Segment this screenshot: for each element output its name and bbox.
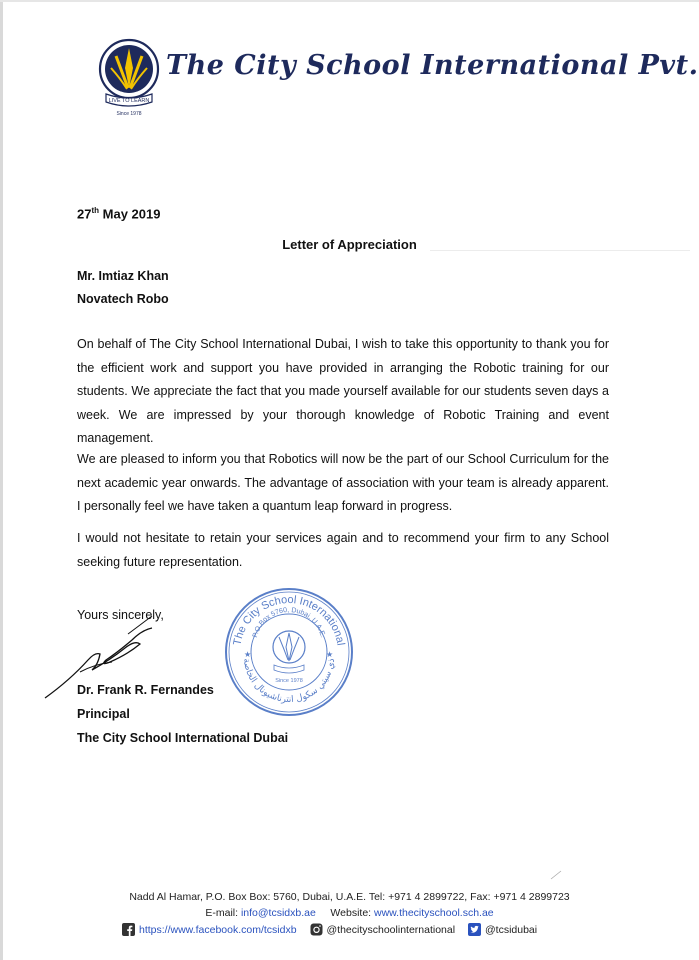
letter-date	[77, 206, 160, 221]
paragraph-1: On behalf of The City School International Dubai, I wish to take this opportunity to thank you for the efficient work and support you have provided in arranging the Robotic training for our students. We appreciate the fact that you made yourself available for our students seven days a week. We are impressed by your thorough knowledge of Robotic Training and event management.	[77, 337, 609, 445]
page-edge-top	[0, 0, 699, 2]
date-month-year: May 2019	[99, 206, 161, 222]
instagram-handle: @thecityschoolinternational	[326, 923, 456, 936]
date-suffix: th	[91, 206, 100, 215]
school-stamp	[222, 585, 356, 719]
instagram-link[interactable]	[310, 923, 456, 936]
signatory-organization: The City School International Dubai	[77, 731, 289, 745]
logo-since: Since 1978	[116, 111, 142, 117]
twitter-link[interactable]	[468, 923, 537, 936]
stamp-inner-text: P.O.Box 5760, Dubai, U.A.E.	[251, 606, 327, 639]
footer-address: Nadd Al Hamar, P.O. Box Box: 5760, Dubai, U.A.E. Tel: +971 4 2899722, Fax: +971 4 2899723	[129, 891, 570, 903]
stamp-star-right: ★	[326, 650, 334, 659]
letter-heading: Letter of Appreciation	[282, 237, 417, 252]
instagram-icon	[310, 923, 323, 936]
signatory-title: Principal	[77, 707, 130, 721]
closing: Yours sincerely,	[77, 608, 164, 622]
facebook-url: https://www.facebook.com/tcsidxb	[139, 923, 297, 936]
footer-contact	[0, 907, 699, 919]
email-label: E-mail:	[205, 907, 241, 919]
website-label: Website:	[330, 907, 374, 919]
facebook-link[interactable]	[122, 923, 297, 936]
school-name: The City School International Pvt.	[166, 50, 699, 81]
footer-social	[122, 923, 547, 939]
stamp-outer-text: The City School International	[231, 593, 347, 647]
date-day: 27	[77, 206, 92, 222]
twitter-handle: @tcsidubai	[485, 923, 538, 936]
website-link[interactable]: www.thecityschool.sch.ae	[374, 907, 494, 919]
recipient-name: Mr. Imtiaz Khan	[77, 269, 169, 283]
paragraph-2: We are pleased to inform you that Robotics will now be the part of our School Curriculum for the next academic year onwards. The advantage of association with your team is already apparent. I personally feel we have taken a quantum leap forward in progress.	[77, 452, 609, 513]
paper-mark	[550, 870, 562, 880]
school-crest-icon	[98, 38, 160, 120]
twitter-icon	[468, 923, 481, 936]
stamp-since: Since 1978	[275, 678, 303, 684]
page-edge	[0, 0, 3, 960]
paragraph-3: I would not hesitate to retain your services again and to recommend your firm to any School seeking future representation.	[77, 531, 609, 569]
facebook-icon	[122, 923, 135, 936]
stamp-arabic-text: ذي سيتي سكول انترناشيونال الخاصة	[240, 657, 338, 706]
logo-motto: LIVE TO LEARN	[108, 98, 150, 104]
svg-text:The City School International	[231, 594, 346, 647]
signatory-name: Dr. Frank R. Fernandes	[77, 683, 214, 697]
recipient-organization: Novatech Robo	[77, 292, 169, 306]
email-link[interactable]: info@tcsidxb.ae	[240, 907, 316, 919]
stamp-star-left: ★	[244, 650, 252, 659]
